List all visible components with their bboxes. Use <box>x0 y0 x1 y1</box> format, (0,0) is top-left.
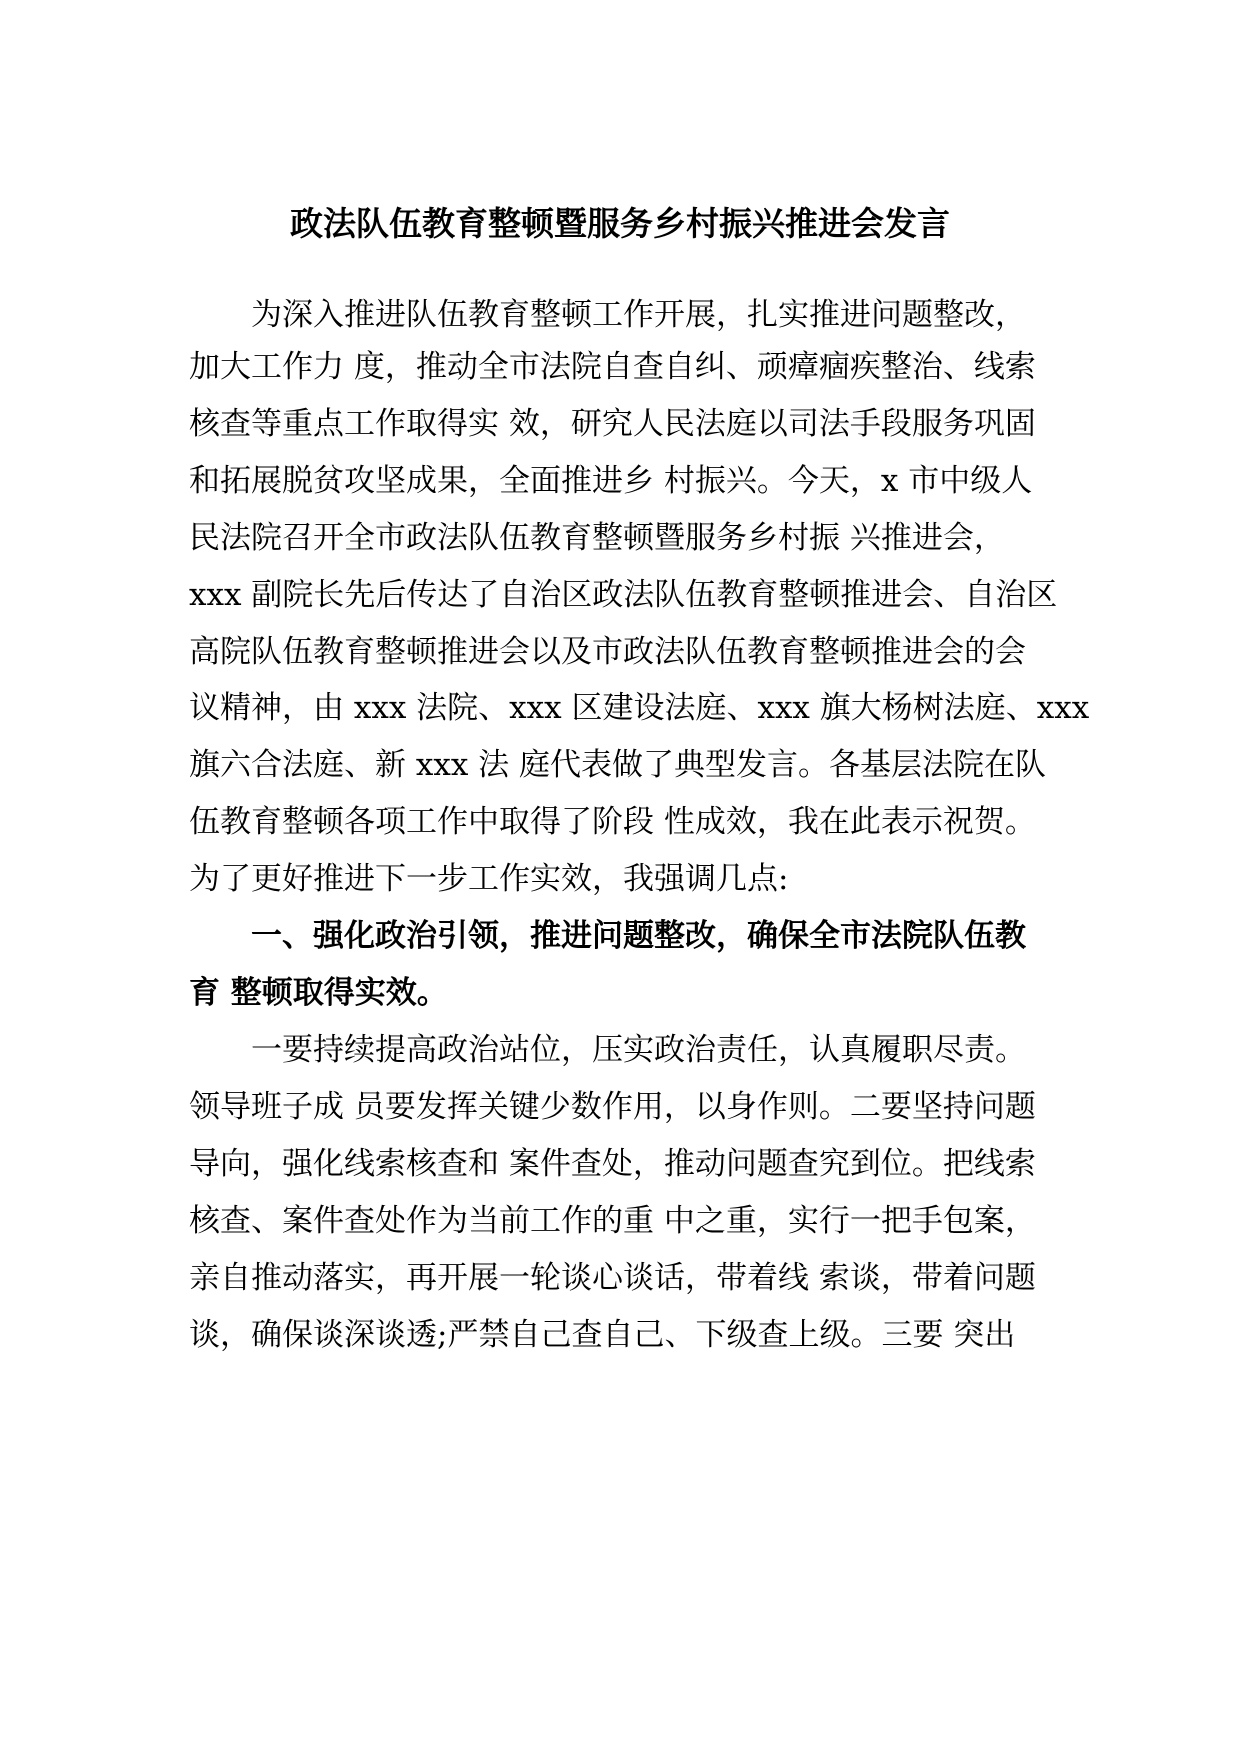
section-heading: 一、强化政治引领，推进问题整改，确保全市法院队伍教 <box>251 918 1026 954</box>
paragraph-line: 加大工作力 度，推动全市法院自查自纠、顽瘴痼疾整治、线索 <box>189 349 1036 385</box>
paragraph-line: 亲自推动落实，再开展一轮谈心谈话，带着线 索谈，带着问题 <box>189 1260 1036 1296</box>
paragraph-line: 伍教育整顿各项工作中取得了阶段 性成效，我在此表示祝贺。 <box>189 804 1036 840</box>
paragraph-line: 议精神，由 xxx 法院、xxx 区建设法庭、xxx 旗大杨树法庭、xxx <box>189 690 1090 726</box>
paragraph-line: 一要持续提高政治站位，压实政治责任，认真履职尽责。 <box>251 1032 1026 1068</box>
paragraph-line: 核查、案件查处作为当前工作的重 中之重，实行一把手包案， <box>189 1203 1036 1239</box>
paragraph-line: xxx 副院长先后传达了自治区政法队伍教育整顿推进会、自治区 <box>189 577 1058 613</box>
paragraph-line: 领导班子成 员要发挥关键少数作用，以身作则。二要坚持问题 <box>189 1089 1036 1125</box>
paragraph-line: 导向，强化线索核查和 案件查处，推动问题查究到位。把线索 <box>189 1146 1036 1182</box>
paragraph-line: 为了更好推进下一步工作实效，我强调几点: <box>189 861 789 897</box>
paragraph-line: 和拓展脱贫攻坚成果，全面推进乡 村振兴。今天，x 市中级人 <box>189 463 1033 499</box>
document-title: 政法队伍教育整顿暨服务乡村振兴推进会发言 <box>290 204 950 243</box>
paragraph-line: 为深入推进队伍教育整顿工作开展，扎实推进问题整改， <box>251 297 1026 333</box>
paragraph-line: 谈，确保谈深谈透;严禁自己查自己、下级查上级。三要 突出 <box>189 1317 1016 1353</box>
paragraph-line: 旗六合法庭、新 xxx 法 庭代表做了典型发言。各基层法院在队 <box>189 747 1047 783</box>
paragraph-line: 高院队伍教育整顿推进会以及市政法队伍教育整顿推进会的会 <box>189 634 1026 670</box>
paragraph-line: 核查等重点工作取得实 效，研究人民法庭以司法手段服务巩固 <box>189 406 1036 442</box>
paragraph-line: 民法院召开全市政法队伍教育整顿暨服务乡村振 兴推进会， <box>189 520 1005 556</box>
section-heading: 育 整顿取得实效。 <box>189 975 448 1011</box>
